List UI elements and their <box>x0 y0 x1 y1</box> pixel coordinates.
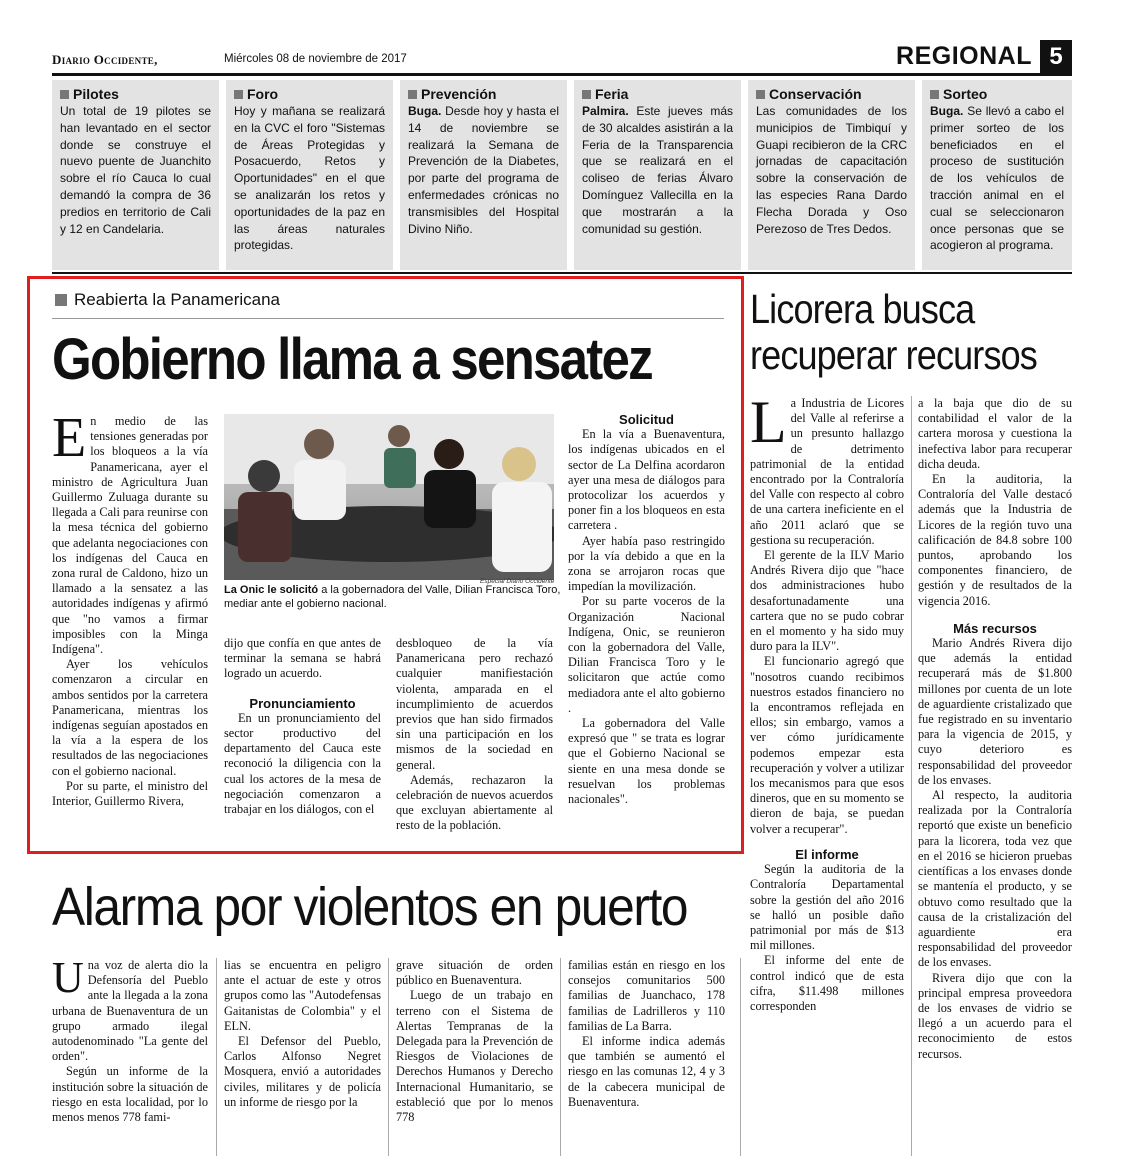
paragraph: n medio de las tensiones generadas por los bloqueos a la vía Panamericana, ayer el ministro de Agricultura Juan Guillermo Zuluaga durante su llegada a Cali para reunirse con la mesa técnica del gobierno que adelanta negociaciones con los indígenas del Cauca en zona rural de Caldono, hizo un llamado a la sensatez a las autoridades indígenas y afirmó que "no vamos a firmar imposibles con la Minga Indígena". <box>52 414 208 657</box>
paragraph: lias se encuentra en peligro ante el actuar de este y otros grupos como las "Autodefensas Gaitanistas de Colombia" y el ELN. <box>224 958 381 1033</box>
column-rule <box>560 958 561 1156</box>
paragraph: a la baja que dio de su contabilidad el valor de la cartera morosa y cuestiona la inefectiva labor para recuperar dicha deuda. <box>918 396 1072 471</box>
square-bullet-icon <box>930 90 939 99</box>
paragraph: Ayer había paso restringido por la vía debido a que en la zona se arrojaron rocas que impedían la movilización. <box>568 533 725 594</box>
drop-cap: L <box>750 389 787 455</box>
square-bullet-icon <box>582 90 591 99</box>
masthead <box>52 42 1072 76</box>
photo-caption: La Onic le solicitó a la gobernadora del Valle, Dilian Francisca Toro, mediar ante el gobierno nacional. <box>224 584 561 610</box>
paragraph: Según un informe de la institución sobre la situación de riesgo en esta localidad, por lo menos menos 778 fami- <box>52 1064 208 1125</box>
article-column-3 <box>396 636 553 834</box>
paragraph: a Industria de Licores del Valle al referirse a un presunto hallazgo de detrimento patrimonial de la entidad encontrado por la Contraloría del Valle con respecto al cobro de una cartera ineficiente en el año 2011 aclaró que se gestiona su recuperación. <box>750 396 904 547</box>
alarma-column-4 <box>568 958 725 1110</box>
drop-cap: U <box>52 953 84 1002</box>
article-column-1 <box>52 407 208 809</box>
paragraph: El Defensor del Pueblo, Carlos Alfonso Negret Mosquera, envió a autoridades civiles, militares y de policía un informe de riesgo por la <box>224 1034 381 1109</box>
paragraph: Por su parte voceros de la Organización Nacional Indígena, Onic, se reunieron con la gobernadora del Valle, Dilian Francisca Toro y le solicitaron que actúe como mediadora ante el alto gobierno . <box>568 594 725 715</box>
subhead: Pronunciamiento <box>249 695 356 711</box>
brief-conservacion <box>748 80 915 270</box>
square-bullet-icon <box>408 90 417 99</box>
brief-title: Pilotes <box>73 86 119 102</box>
paragraph: na voz de alerta dio la Defensoría del Pueblo ante la llegada a la zona urbana de Buenaventura de un grupo armado ilegal autodenominado "La gente del orden". <box>52 958 208 1064</box>
square-bullet-icon <box>234 90 243 99</box>
column-rule <box>740 958 741 1156</box>
article-column-4 <box>568 408 725 807</box>
meeting-photo-illustration <box>224 414 554 580</box>
brief-pilotes <box>52 80 219 270</box>
alarma-headline: Alarma por violentos en puerto <box>52 877 688 937</box>
subhead: Solicitud <box>619 412 674 427</box>
article-headline: Gobierno llama a sensatez <box>52 327 652 392</box>
alarma-column-3 <box>396 958 553 1125</box>
brief-title: Foro <box>247 86 279 102</box>
brief-body: Las comunidades de los municipios de Timbiquí y Guapi recibieron de la CRC jornadas de capacitación sobre la conservación de las especies Rana Dardo Flecha Dorada y Oso Perezoso de Tres Dedos. <box>756 104 907 236</box>
brief-sorteo <box>922 80 1072 270</box>
briefs-strip <box>52 80 1072 272</box>
photo-credit: Especial Diario Occidente <box>480 578 555 585</box>
square-bullet-icon <box>55 294 67 306</box>
paper-name: Diario Occidente, <box>52 52 158 67</box>
paragraph: En un pronunciamiento del sector productivo del departamento del Cauca este reconoció la diligencia con la cual los actores de la mesa de negociación comenzaron a trabajar en los diálogos, con el <box>224 710 381 817</box>
brief-prevencion <box>400 80 567 270</box>
brief-feria <box>574 80 741 270</box>
licorera-column-1 <box>750 389 904 1014</box>
square-bullet-icon <box>60 90 69 99</box>
column-rule <box>388 958 389 1156</box>
page-number: 5 <box>1040 40 1072 74</box>
alarma-column-1 <box>52 953 208 1125</box>
alarma-column-2 <box>224 958 381 1110</box>
subhead: Más recursos <box>953 620 1037 636</box>
masthead-rule <box>52 73 1072 76</box>
section-name: REGIONAL <box>896 42 1032 70</box>
brief-body: Buga. Se llevó a cabo el primer sorteo de los beneficiados en el proceso de sustitución de los vehículos de tracción animal en el cual se seleccionaron once personas que se acogieron al programa. <box>930 104 1064 253</box>
paragraph: Además, rechazaron la celebración de nuevos acuerdos que excluyan abiertamente al resto de la población. <box>396 772 553 833</box>
brief-title: Sorteo <box>943 86 988 102</box>
article-kicker: Reabierta la Panamericana <box>55 290 280 310</box>
brief-body: Hoy y mañana se realizará en la CVC el foro "Sistemas de Áreas Protegidas y Posacuerdo, Retos y Oportunidades" en el que se analizarán los retos y oportunidades de la paz en las áreas naturales protegidas. <box>234 104 385 253</box>
paragraph: El gerente de la ILV Mario Andrés Rivera dijo que "hace dos administraciones hubo desafortunadamente una cartera que no se pudo cobrar en el momento y ha sido muy duro para la ILV". <box>750 548 904 654</box>
paragraph: La gobernadora del Valle expresó que " se trata es lograr que el Gobierno Nacional se siente en una mesa donde se resuelvan los problemas nacionales". <box>568 716 725 807</box>
paragraph: En la vía a Buenaventura, los indígenas ubicados en el sector de La Delfina acordaron ayer una mesa de diálogos para protocolizar los acuerdos y poner fin a los bloqueos en esta carretera . <box>568 427 725 533</box>
column-rule <box>216 958 217 1156</box>
paragraph: Por su parte, el ministro del Interior, Guillermo Rivera, <box>52 778 208 809</box>
paragraph: En la auditoria, la Contraloría del Valle destacó además que la Industria de Licores de la región tuvo una calificación de 84.8 sobre 100 puntos, aprobando los componentes financiero, de gestión y de resultados de la vigencia 2016. <box>918 472 1072 608</box>
brief-body: Un total de 19 pilotes se han levantado en el sector donde se construye el nuevo puente de Juanchito sobre el río Cauca lo cual demandó la compra de 36 predios en territorio de Cali y 12 en Candelaria. <box>60 104 211 236</box>
paragraph: El informe indica además que también se aumentó el riesgo en las comunas 12, 4 y 3 de la cabecera municipal de Buenaventura. <box>568 1034 725 1109</box>
brief-title: Conservación <box>769 86 862 102</box>
paragraph: familias están en riesgo en los consejos comunitarios 500 familias de Juanchaco, 178 familias de Ladrilleros y 110 familias de La Barra. <box>568 958 725 1033</box>
paragraph: Mario Andrés Rivera dijo que además la entidad recuperará más de $1.800 millones por cuenta de un lote de aguardiente cristalizado que fue registrado en su inventario para la vigencia de 2015, y cuyo deterioro es responsabilidad del proveedor de los envases. <box>918 636 1072 787</box>
article-column-2 <box>224 636 381 817</box>
brief-title: Prevención <box>421 86 497 102</box>
paragraph: Al respecto, la auditoria realizada por la Contraloría reportó que existe un beneficio para la licorera, toda vez que en el 2016 se hicieron pruebas científicas a los envases donde se mantenía el producto, y se obtuvo como resultado que la causa de la cristalización del aguardiente era responsabilidad del proveedor de los envases. <box>918 788 1072 970</box>
square-bullet-icon <box>756 90 765 99</box>
briefs-rule <box>52 272 1072 274</box>
licorera-column-2 <box>918 396 1072 1062</box>
paragraph: Según la auditoria de la Contraloría Departamental sobre la gestión del año 2016 se halló un posible daño patrimonial por más de $13 mil millones. <box>750 862 904 953</box>
subhead: El informe <box>795 846 859 862</box>
licorera-headline: Licorera busca recuperar recursos <box>750 286 1037 378</box>
drop-cap: E <box>52 407 87 469</box>
article-photo <box>224 414 554 580</box>
kicker-rule <box>52 318 724 319</box>
paragraph: El informe del ente de control indicó que de esta cifra, $11.498 millones corresponden <box>750 953 904 1013</box>
paragraph: Ayer los vehículos comenzaron a circular en ambos sentidos por la carretera Panamericana, mientras los indígenas seguían apostados en la vía a la espera de los resultados de las negociaciones con el gobierno nacional. <box>52 657 208 778</box>
brief-title: Feria <box>595 86 629 102</box>
paragraph: grave situación de orden público en Buenaventura. <box>396 958 553 988</box>
brief-body: Buga. Desde hoy y hasta el 14 de noviembre se realizará la Semana de Prevención de la Diabetes, por parte del programa de enfermedades crónicas no transmisibles del Hospital Divino Niño. <box>408 104 559 236</box>
issue-date: Miércoles 08 de noviembre de 2017 <box>224 53 407 65</box>
paragraph: dijo que confía en que antes de terminar la semana se habrá logrado un acuerdo. <box>224 636 381 681</box>
paragraph: Rivera dijo que con la principal empresa proveedora de los envases de vidrio se llegó a un acuerdo para el reconocimiento de estos recursos. <box>918 970 1072 1061</box>
brief-foro <box>226 80 393 270</box>
brief-body: Palmira. Este jueves más de 30 alcaldes asistirán a la Feria de la Transparencia que se realizará en el coliseo de ferias Álvaro Domínguez Vallecilla en la que mostrarán a la comunidad su gestión. <box>582 104 733 236</box>
paragraph: desbloqueo de la vía Panamericana pero rechazó cualquier manifiestación violenta, amparada en el incumplimiento de acuerdos previos que han sido firmados sin una participación en los mismos de la sociedad en general. <box>396 636 553 772</box>
paragraph: El funcionario agregó que "nosotros cuando recibimos nuestros estados financiero no la encontramos reflejada en ellos; sin embargo, vamos a ver cómo jurídicamente podemos empezar esta recuperación y volver a utilizar los mecanismos para que esos dineros, que en su momento se dieron de baja, se puedan volver a recuperar". <box>750 654 904 836</box>
column-rule <box>911 396 912 1156</box>
paragraph: Luego de un trabajo en terreno con el Sistema de Alertas Tempranas de la Delegada para la Prevención de Riesgos de Violaciones de Derechos Humanos y Derecho Internacional Humanitario, se estableció que por lo menos 778 <box>396 988 553 1125</box>
